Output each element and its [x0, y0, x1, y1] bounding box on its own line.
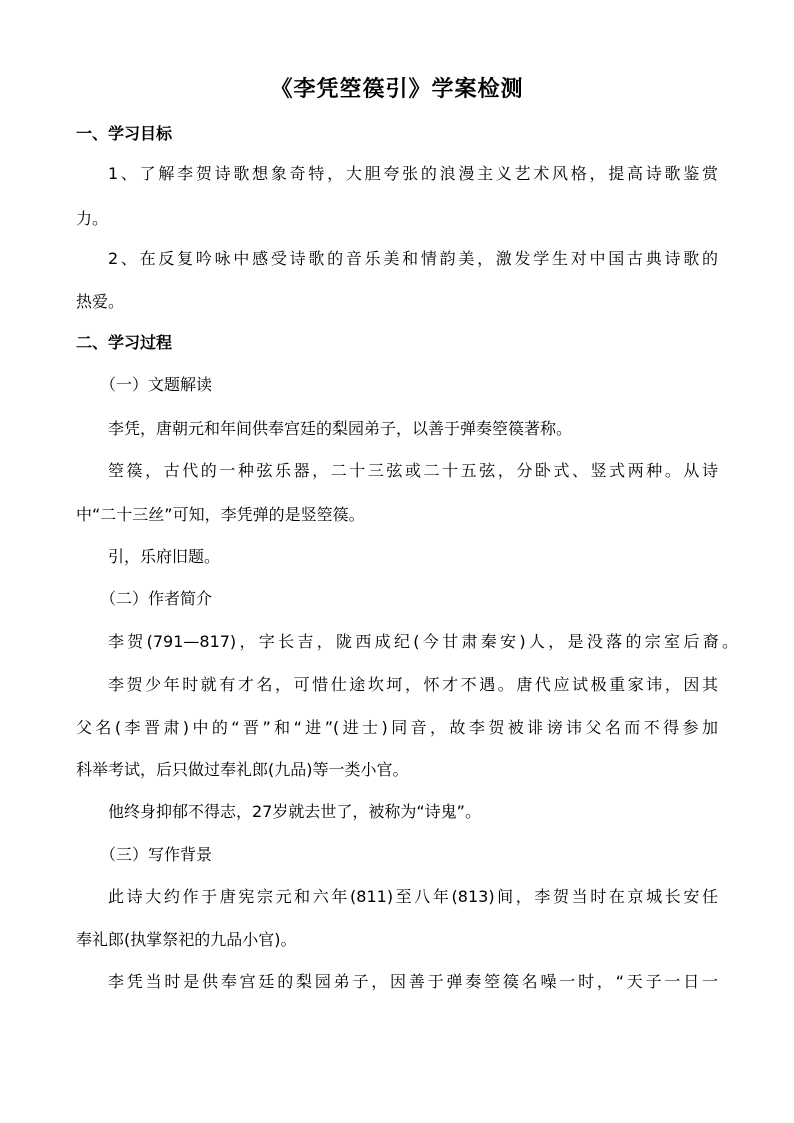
goal-item-1-line-1: 1、了解李贺诗歌想象奇特，大胆夸张的浪漫主义艺术风格，提高诗歌鉴赏 — [108, 164, 718, 183]
paragraph-yin: 引，乐府旧题。 — [108, 547, 221, 566]
paragraph-li-he-career-line-2: 父名(李晋肃)中的“晋”和“进”(进士)同音，故李贺被诽谤讳父名而不得参加 — [76, 718, 718, 737]
section-heading-process: 二、学习过程 — [76, 333, 173, 352]
document-title: 《李凭箜篌引》学案检测 — [270, 77, 524, 102]
goal-item-2-line-1: 2、在反复吟咏中感受诗歌的音乐美和情韵美，激发学生对中国古典诗歌的 — [108, 249, 718, 268]
subheading-title-explanation: （一）文题解读 — [100, 375, 213, 394]
paragraph-li-he-death: 他终身抑郁不得志，27岁就去世了，被称为“诗鬼”。 — [108, 802, 481, 821]
paragraph-li-ping-fame-line-1: 李凭当时是供奉宫廷的梨园弟子，因善于弹奏箜篌名噪一时，“天子一日一 — [108, 972, 718, 991]
goal-item-2-line-2: 热爱。 — [76, 292, 125, 311]
paragraph-konghou-line-2: 中“二十三丝”可知，李凭弹的是竖箜篌。 — [76, 505, 365, 524]
paragraph-konghou-line-1: 箜篌，古代的一种弦乐器，二十三弦或二十五弦，分卧式、竖式两种。从诗 — [108, 461, 718, 480]
paragraph-li-he-career-line-1: 李贺少年时就有才名，可惜仕途坎坷，怀才不遇。唐代应试极重家讳，因其 — [108, 675, 718, 694]
section-heading-goals: 一、学习目标 — [76, 124, 173, 143]
paragraph-li-he-intro: 李贺(791—817)，字长吉，陇西成纪(今甘肃秦安)人，是没落的宗室后裔。 — [108, 632, 738, 651]
subheading-background: （三）写作背景 — [100, 845, 213, 864]
subheading-author: （二）作者简介 — [100, 589, 213, 608]
goal-item-1-line-2: 力。 — [76, 209, 109, 228]
paragraph-li-ping: 李凭，唐朝元和年间供奉宫廷的梨园弟子，以善于弹奏箜篌著称。 — [108, 419, 573, 438]
paragraph-li-he-career-line-3: 科举考试，后只做过奉礼郎(九品)等一类小官。 — [76, 760, 409, 779]
paragraph-background-line-2: 奉礼郎(执掌祭祀的九品小官)。 — [76, 930, 297, 949]
paragraph-background-line-1: 此诗大约作于唐宪宗元和六年(811)至八年(813)间，李贺当时在京城长安任 — [108, 887, 718, 906]
